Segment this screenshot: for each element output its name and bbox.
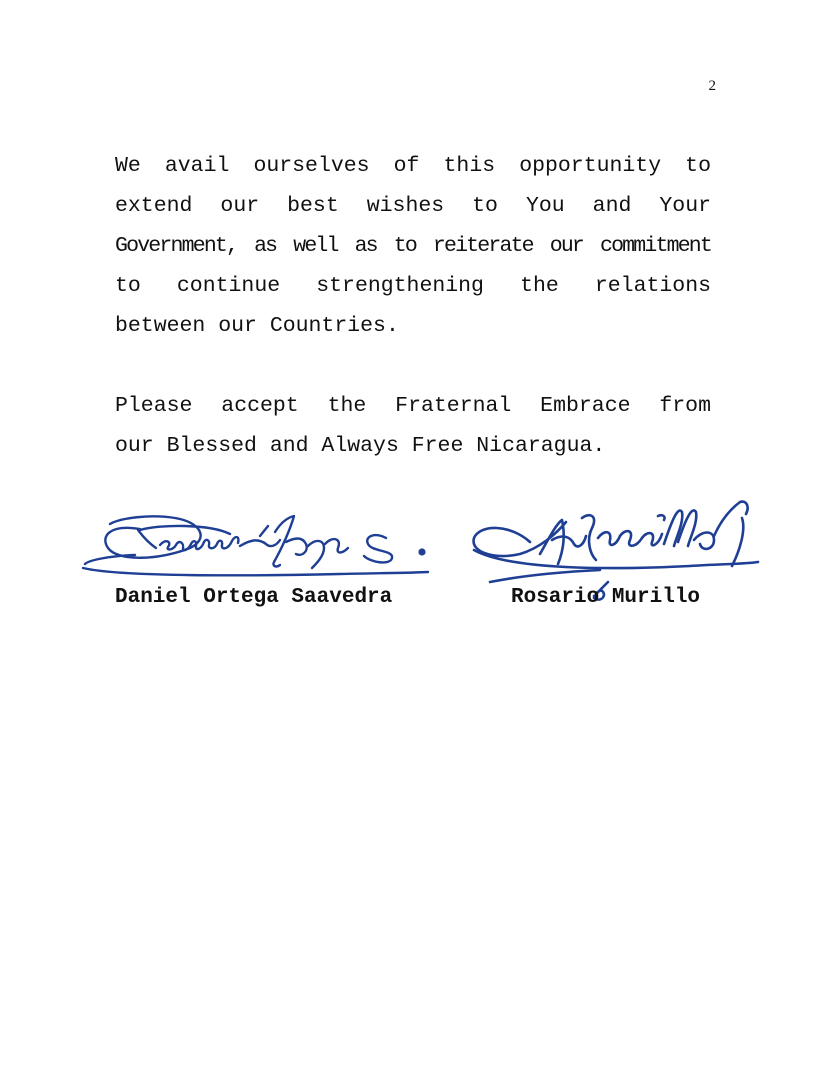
paragraph-line: extend our best wishes to You and Your (115, 194, 711, 218)
paragraph-line: to continue strengthening the relations (115, 274, 711, 298)
paragraph-line: Please accept the Fraternal Embrace from (115, 394, 711, 418)
signer-name-ortega: Daniel Ortega Saavedra (115, 586, 393, 609)
paragraph-line: between our Countries. (115, 314, 399, 338)
paragraph-line: our Blessed and Always Free Nicaragua. (115, 434, 606, 458)
signature-ortega-ink (80, 508, 435, 588)
letter-paragraph-greeting (115, 386, 711, 466)
page-number: 2 (708, 78, 716, 94)
paragraph-line: We avail ourselves of this opportunity to (115, 154, 711, 178)
paragraph-line: Government, as well as to reiterate our commitment (115, 234, 711, 258)
letter-paragraph-closing (115, 146, 711, 346)
signature-ortega (80, 508, 435, 588)
signer-name-murillo: Rosario Murillo (511, 586, 701, 609)
